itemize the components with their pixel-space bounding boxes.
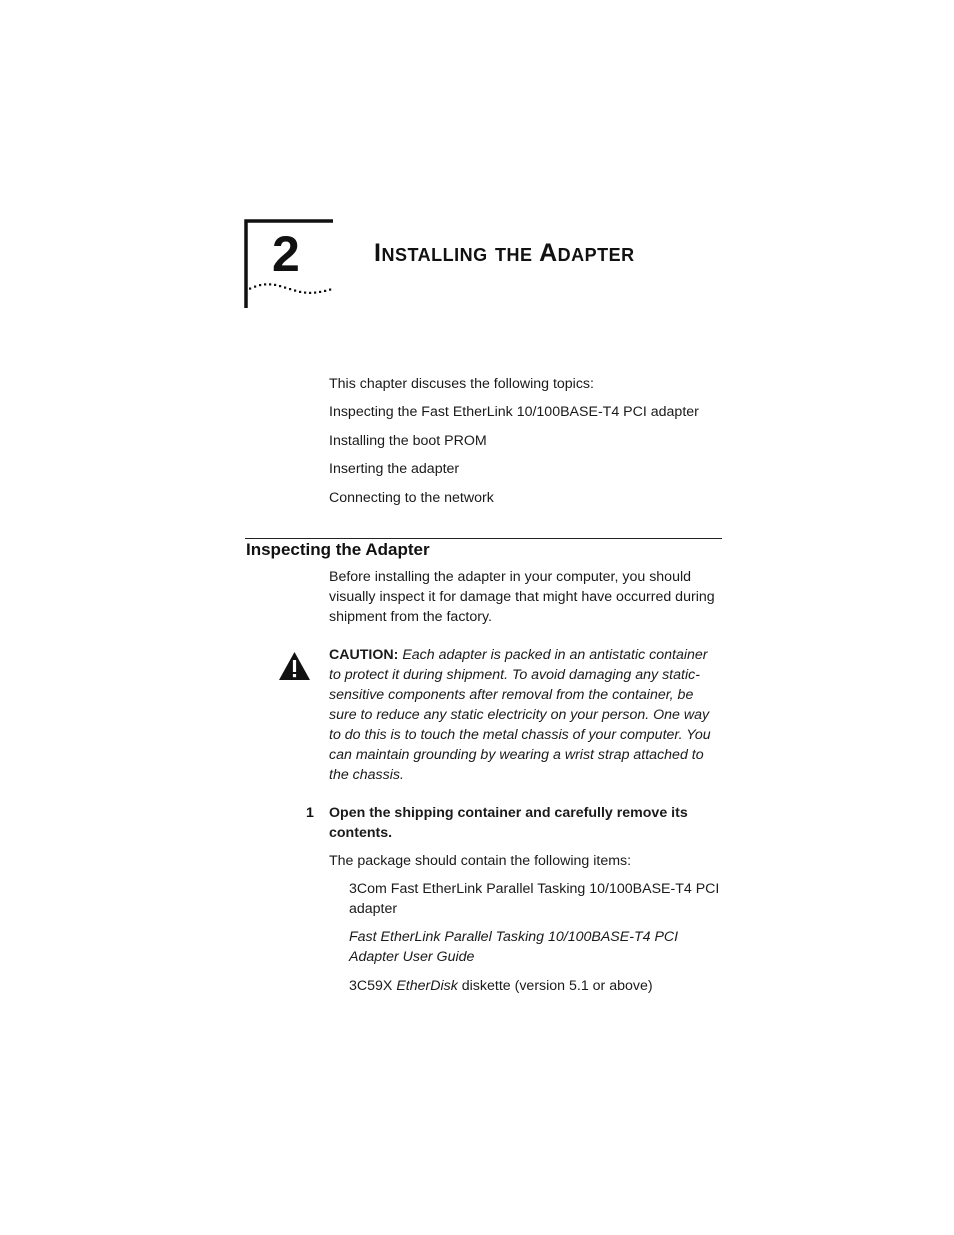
caution-text: Each adapter is packed in an antistatic container to protect it during shipment. To avoid damaging any static-sensitive components after removal from the container, be sure to reduce any static electricity on your person. One way to do this is to touch the metal chassis of your computer. You can maintain grounding by wearing a wrist strap attached to the chassis. bbox=[329, 647, 711, 783]
section-intro-paragraph: Before installing the adapter in your computer, you should visually inspect it for damage that might have occurred during shipment from the factory. bbox=[329, 569, 715, 625]
warning-triangle-icon bbox=[277, 650, 312, 682]
chapter-title: Installing the Adapter bbox=[374, 239, 635, 267]
topic-item: Installing the boot PROM bbox=[329, 432, 487, 449]
package-item: 3Com Fast EtherLink Parallel Tasking 10/100BASE-T4 PCI adapter bbox=[349, 881, 720, 917]
package-item bbox=[349, 976, 721, 996]
topic-item: Inserting the adapter bbox=[329, 461, 460, 478]
topics-list bbox=[329, 374, 729, 516]
topics-intro: This chapter discuses the following topics: bbox=[329, 376, 594, 392]
package-item-italic: EtherDisk bbox=[396, 978, 458, 994]
package-item: Fast EtherLink Parallel Tasking 10/100BASE-T4 PCI Adapter User Guide bbox=[349, 929, 679, 965]
step-text: Open the shipping container and carefully remove its contents. bbox=[329, 805, 688, 841]
topic-item: Inspecting the Fast EtherLink 10/100BASE-T4 PCI adapter bbox=[329, 404, 699, 421]
chapter-number: 2 bbox=[272, 226, 300, 282]
package-intro: The package should contain the following items: bbox=[329, 853, 632, 869]
caution-label: CAUTION: bbox=[329, 647, 399, 663]
package-item-suffix: diskette (version 5.1 or above) bbox=[457, 978, 653, 994]
topic-item: Connecting to the network bbox=[329, 489, 494, 506]
caution-block bbox=[329, 645, 721, 785]
package-item-prefix: 3C59X bbox=[349, 978, 397, 994]
section-heading: Inspecting the Adapter bbox=[246, 540, 430, 559]
step-number: 1 bbox=[306, 805, 314, 821]
